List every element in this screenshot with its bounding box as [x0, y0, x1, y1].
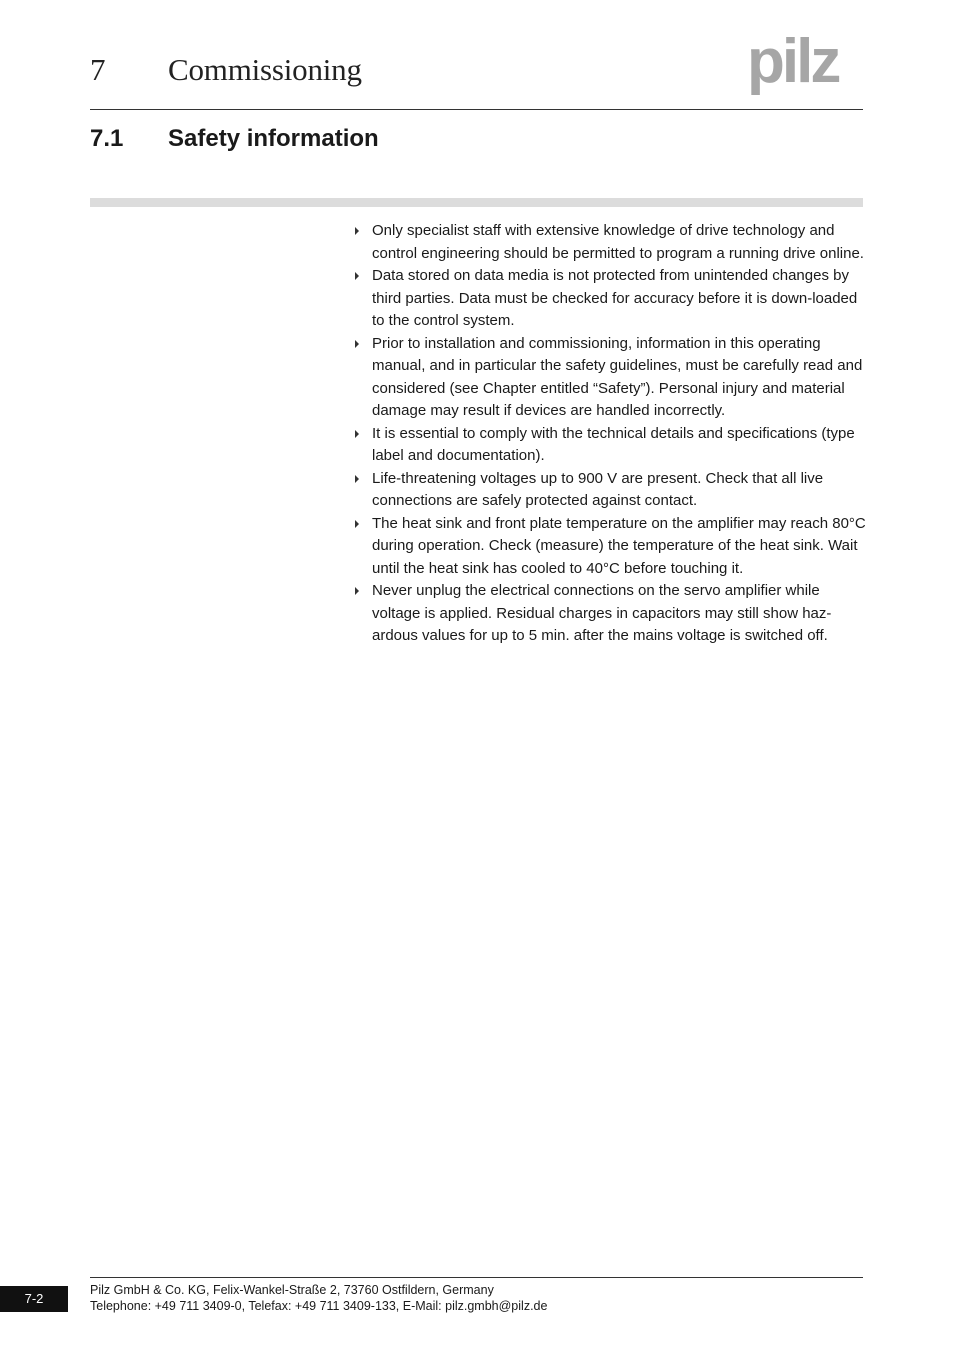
section-number: 7.1	[90, 125, 124, 152]
page-number-badge: 7-2	[0, 1286, 68, 1312]
list-item	[352, 423, 867, 468]
bullet-arrow-icon	[355, 520, 359, 528]
list-item	[352, 333, 867, 423]
footer-divider	[90, 1277, 863, 1278]
bullet-text: Never unplug the electrical connections on the servo amplifier while voltage is applied. Residual charges in capacitors may still show haz-ardous values for up to 5 min. after the mains voltage is switched off.	[372, 582, 832, 644]
list-item	[352, 468, 867, 513]
bullet-arrow-icon	[355, 227, 359, 235]
list-item	[352, 220, 867, 265]
list-item	[352, 513, 867, 581]
bullet-arrow-icon	[355, 340, 359, 348]
pilz-logo	[745, 26, 867, 96]
bullet-arrow-icon	[355, 475, 359, 483]
bullet-text: The heat sink and front plate temperature on the amplifier may reach 80°C during operation. Check (measure) the temperature of the heat sink. Wait until the heat sink has cooled to 40°C before touching it.	[372, 514, 866, 577]
bullet-arrow-icon	[355, 272, 359, 280]
footer-address: Pilz GmbH & Co. KG, Felix-Wankel-Straße 2, 73760 Ostfildern, Germany	[90, 1283, 494, 1297]
bullet-text: It is essential to comply with the technical details and specifications (type label and documentation).	[372, 424, 855, 464]
safety-bullet-list	[352, 220, 867, 648]
list-item	[352, 580, 867, 648]
chapter-title: Commissioning	[168, 52, 362, 87]
section-gray-bar	[90, 198, 863, 207]
bullet-text: Prior to installation and commissioning, information in this operating manual, and in particular the safety guidelines, must be carefully read and considered (see Chapter entitled “Safety”). Personal injury and material damage may result if devices are handled incorrectly.	[372, 334, 863, 419]
bullet-arrow-icon	[355, 587, 359, 595]
header-divider	[90, 109, 863, 110]
list-item	[352, 265, 867, 333]
bullet-text: Data stored on data media is not protected from unintended changes by third parties. Data must be checked for accuracy before it is down-loaded to the control system.	[372, 267, 858, 329]
footer-contact: Telephone: +49 711 3409-0, Telefax: +49 711 3409-133, E-Mail: pilz.gmbh@pilz.de	[90, 1299, 548, 1313]
bullet-text: Only specialist staff with extensive knowledge of drive technology and control engineering should be permitted to program a running drive online.	[372, 222, 864, 262]
bullet-arrow-icon	[355, 430, 359, 438]
logo-text: pilz	[747, 27, 839, 96]
bullet-text: Life-threatening voltages up to 900 V are present. Check that all live connections are safely protected against contact.	[372, 469, 824, 509]
chapter-number: 7	[90, 52, 106, 87]
section-title: Safety information	[168, 125, 379, 152]
